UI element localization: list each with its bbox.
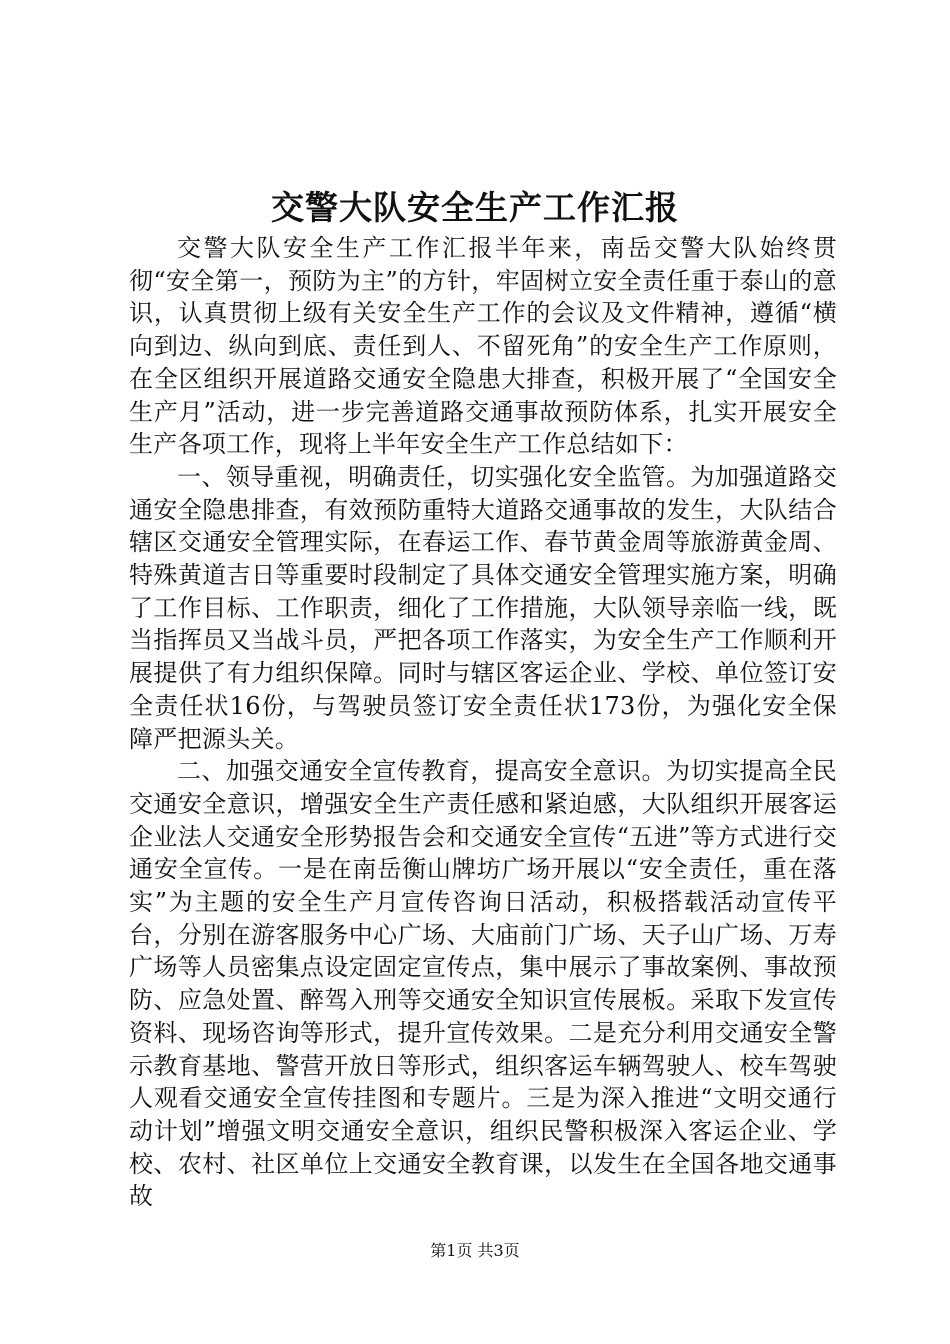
paragraph-section-2: 二、加强交通安全宣传教育，提高安全意识。为切实提高全民交通安全意识，增强安全生产责任感和紧迫感，大队组织开展客运企业法人交通安全形势报告会和交通安全宣传“五进”等方式进行交通安全宣传。一是在南岳衡山牌坊广场开展以“安全责任，重在落实”为主题的安全生产月宣传咨询日活动，积极搭载活动宣传平台，分别在游客服务中心广场、大庙前门广场、天子山广场、万寿广场等人员密集点设定固定宣传点，集中展示了事故案例、事故预防、应急处置、醉驾入刑等交通安全知识宣传展板。采取下发宣传资料、现场咨询等形式，提升宣传效果。二是充分利用交通安全警示教育基地、警营开放日等形式，组织客运车辆驾驶人、校车驾驶人观看交通安全宣传挂图和专题片。三是为深入推进“文明交通行动计划”增强文明交通安全意识，组织民警积极深入客运企业、学校、农村、社区单位上交通安全教育课，以发生在全国各地交通事故 [129,757,837,1211]
document-title: 交警大队安全生产工作汇报 [271,188,679,227]
paragraph-intro: 交警大队安全生产工作汇报半年来，南岳交警大队始终贯彻“安全第一，预防为主”的方针，牢固树立安全责任重于泰山的意识，认真贯彻上级有关安全生产工作的会议及文件精神，遵循“横向到边、纵向到底、责任到人、不留死角”的安全生产工作原则，在全区组织开展道路交通安全隐患大排查，积极开展了“全国安全生产月”活动，进一步完善道路交通事故预防体系，扎实开展安全生产各项工作，现将上半年安全生产工作总结如下： [129,234,837,459]
page-number-footer: 第1页 共3页 [430,1241,520,1260]
paragraph-section-1: 一、领导重视，明确责任，切实强化安全监管。为加强道路交通安全隐患排查，有效预防重特大道路交通事故的发生，大队结合辖区交通安全管理实际，在春运工作、春节黄金周等旅游黄金周、特殊黄道吉日等重要时段制定了具体交通安全管理实施方案，明确了工作目标、工作职责，细化了工作措施，大队领导亲临一线，既当指挥员又当战斗员，严把各项工作落实，为安全生产工作顺利开展提供了有力组织保障。同时与辖区客运企业、学校、单位签订安全责任状16份，与驾驶员签订安全责任状173份，为强化安全保障严把源头关。 [129,462,837,753]
document-body [129,232,837,1213]
